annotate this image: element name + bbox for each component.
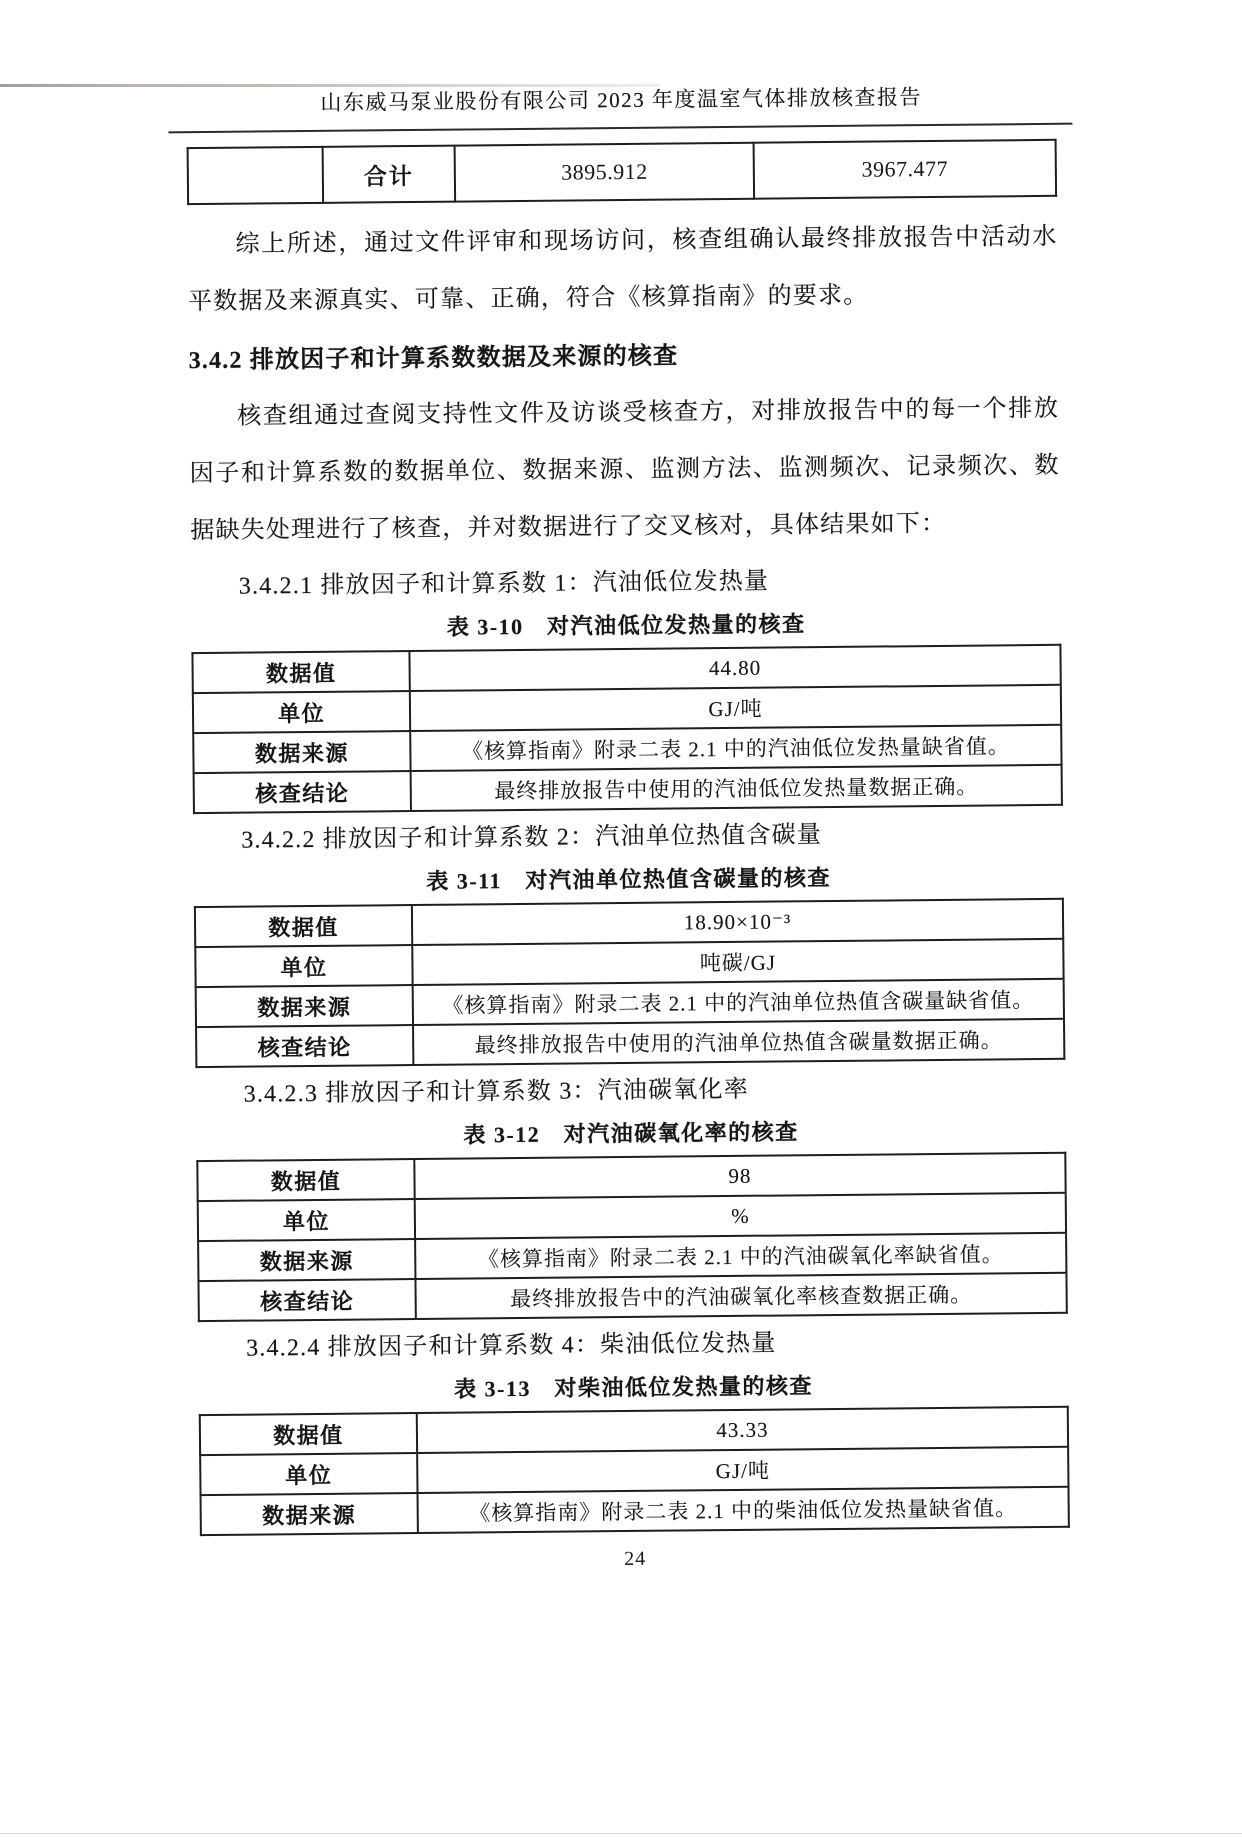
verification-table-3-13: [199, 1406, 1070, 1536]
row-label: 数据来源: [193, 731, 410, 773]
table-row: [201, 1487, 1069, 1535]
row-value: 43.33: [417, 1407, 1068, 1453]
totals-value-2-cell: 3967.477: [753, 140, 1056, 199]
section-heading-3-4-2: 3.4.2 排放因子和计算系数数据及来源的核查: [188, 343, 679, 375]
subsection-heading: 3.4.2.2 排放因子和计算系数 2：汽油单位热值含碳量: [241, 822, 823, 854]
page-content: [0, 78, 1242, 1577]
row-label: 核查结论: [196, 1025, 413, 1067]
row-label: 单位: [195, 945, 412, 987]
row-label: 单位: [198, 1199, 415, 1241]
row-value: GJ/吨: [410, 685, 1061, 731]
row-value: 《核算指南》附录二表 2.1 中的汽油碳氧化率缺省值。: [415, 1233, 1066, 1279]
verification-table-3-10: [191, 644, 1063, 814]
subsection-heading: 3.4.2.1 排放因子和计算系数 1：汽油低位发热量: [238, 568, 770, 600]
totals-table: [187, 139, 1058, 205]
row-label: 数据来源: [201, 1493, 418, 1535]
row-value: %: [415, 1193, 1066, 1239]
table-caption-3-12: 表 3-12 对汽油碳氧化率的核查: [463, 1119, 799, 1148]
table-row: [198, 1273, 1066, 1321]
row-value: 最终排放报告中使用的汽油单位热值含碳量数据正确。: [413, 1019, 1064, 1065]
row-label: 核查结论: [198, 1279, 415, 1321]
row-label: 数据值: [192, 651, 409, 693]
subsection-heading: 3.4.2.4 排放因子和计算系数 4：柴油低位发热量: [245, 1330, 777, 1362]
row-value: 《核算指南》附录二表 2.1 中的柴油低位发热量缺省值。: [418, 1487, 1069, 1533]
subsection-3-4-2-3: [196, 1072, 1068, 1322]
row-value: 98: [414, 1153, 1065, 1199]
subsection-3-4-2-2: [193, 818, 1065, 1068]
row-label: 数据值: [195, 905, 412, 947]
report-header-title: 山东威马泵业股份有限公司 2023 年度温室气体排放核查报告: [320, 85, 923, 115]
subsection-3-4-2-1: [191, 564, 1063, 814]
subsection-3-4-2-4: [198, 1326, 1070, 1536]
table-row: [194, 765, 1062, 813]
totals-value-1-cell: 3895.912: [455, 143, 754, 202]
row-value: 最终排放报告中使用的汽油低位发热量数据正确。: [411, 765, 1062, 811]
summary-paragraph: 综上所述，通过文件评审和现场访问，核查组确认最终排放报告中活动水平数据及来源真实、可靠、正确，符合《核算指南》的要求。: [187, 223, 1058, 316]
totals-empty-cell: [188, 147, 323, 204]
row-label: 数据值: [197, 1159, 414, 1201]
table-caption-3-10: 表 3-10 对汽油低位发热量的核查: [446, 611, 806, 640]
scanned-page: [0, 78, 1242, 1577]
row-label: 数据来源: [198, 1239, 415, 1281]
row-value: GJ/吨: [417, 1447, 1068, 1493]
verification-table-3-12: [196, 1152, 1068, 1322]
row-label: 数据来源: [196, 985, 413, 1027]
scan-artifact-bottom-edge: [0, 1833, 1242, 1834]
totals-label-cell: 合计: [322, 146, 455, 203]
row-value: 最终排放报告中的汽油碳氧化率核查数据正确。: [415, 1273, 1066, 1319]
verification-table-3-11: [194, 898, 1066, 1068]
row-label: 数据值: [200, 1413, 417, 1455]
page-number: 24: [624, 1547, 647, 1571]
row-value: 《核算指南》附录二表 2.1 中的汽油单位热值含碳量缺省值。: [413, 979, 1064, 1025]
row-value: 吨碳/GJ: [412, 939, 1063, 985]
row-label: 核查结论: [194, 771, 411, 813]
row-label: 单位: [200, 1453, 417, 1495]
row-value: 44.80: [409, 645, 1060, 691]
totals-row: [188, 140, 1056, 204]
table-row: [196, 1019, 1064, 1067]
header-rule: [168, 123, 1072, 134]
row-value: 18.90×10⁻³: [412, 899, 1063, 945]
row-label: 单位: [193, 691, 410, 733]
table-caption-3-11: 表 3-11 对汽油单位热值含碳量的核查: [426, 865, 832, 894]
subsection-heading: 3.4.2.3 排放因子和计算系数 3：汽油碳氧化率: [243, 1076, 749, 1108]
table-caption-3-13: 表 3-13 对柴油低位发热量的核查: [453, 1373, 814, 1402]
row-value: 《核算指南》附录二表 2.1 中的汽油低位发热量缺省值。: [410, 725, 1061, 771]
intro-paragraph: 核查组通过查阅支持性文件及访谈受核查方，对排放报告中的每一个排放因子和计算系数的数据单位、数据来源、监测方法、监测频次、记录频次、数据缺失处理进行了核查，并对数据进行了交叉核对，具体结果如下：: [189, 395, 1060, 545]
